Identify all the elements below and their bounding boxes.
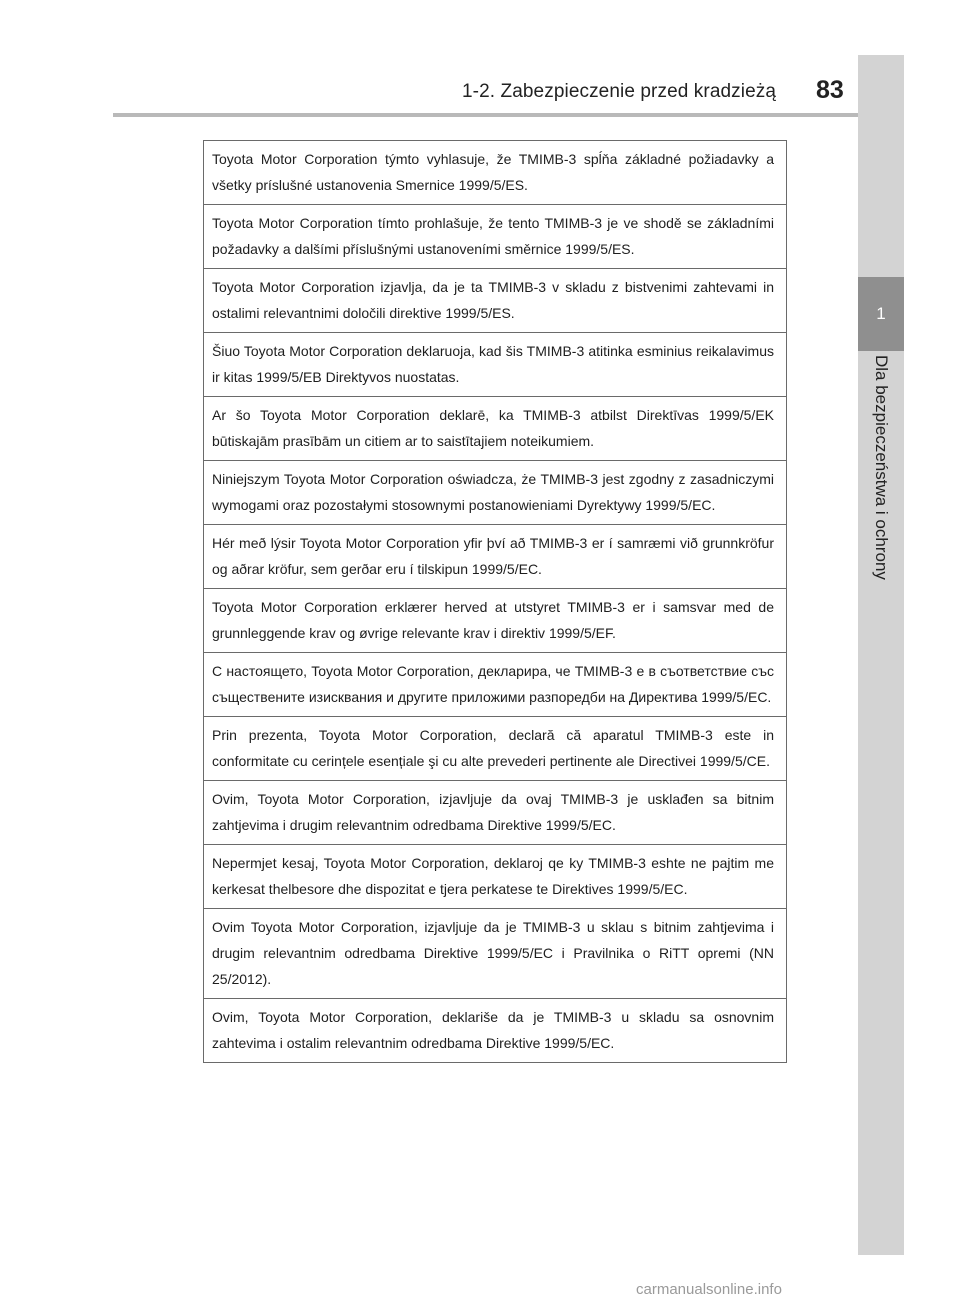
declaration-row-bulgarian: С настоящето, Toyota Motor Corporation, декларира, че TMIMB-3 е в съответствие със съществените изисквания и другите приложими разпоредби на Директива 1999/5/ЕС.	[204, 653, 786, 717]
page-number: 83	[816, 76, 844, 104]
declaration-row-serbian: Ovim, Toyota Motor Corporation, deklariše da je TMIMB-3 u skladu sa osnovnim zahtevima i ostalim relevantnim odredbama Direktive 1999/5/EC.	[212, 1009, 774, 1051]
chapter-title-text: Dla bezpieczeństwa i ochrony	[872, 355, 891, 580]
chapter-side-tab	[858, 55, 904, 1255]
declaration-row-bosnian: Ovim, Toyota Motor Corporation, izjavljuje da ovaj TMIMB-3 je usklađen sa bitnim zahtjevima i drugim relevantnim odredbama Direktive 1999/5/EC.	[204, 781, 786, 845]
declaration-row-norwegian: Toyota Motor Corporation erklærer herved at utstyret TMIMB-3 er i samsvar med de grunnleggende krav og øvrige relevante krav i direktiv 1999/5/EF.	[204, 589, 786, 653]
section-title: 1-2. Zabezpieczenie przed kradzieżą	[462, 81, 777, 102]
declaration-row-slovenian: Toyota Motor Corporation izjavlja, da je ta TMIMB-3 v skladu z bistvenimi zahtevami in ostalimi relevantnimi določili direktive 1999/5/ES.	[204, 269, 786, 333]
header-divider	[113, 113, 858, 117]
declaration-row-lithuanian: Šiuo Toyota Motor Corporation deklaruoja, kad šis TMIMB-3 atitinka esminius reikalavimus ir kitas 1999/5/EB Direktyvos nuostatas.	[204, 333, 786, 397]
declaration-row-latvian: Ar šo Toyota Motor Corporation deklarē, ka TMIMB-3 atbilst Direktīvas 1999/5/EK būtiskajām prasībām un citiem ar to saistītajiem noteikumiem.	[204, 397, 786, 461]
declaration-row-croatian: Ovim Toyota Motor Corporation, izjavljuje da je TMIMB-3 u sklau s bitnim zahtjevima i drugim relevantnim odredbama Direktive 1999/5/EC i Pravilnika o RiTT opremi (NN 25/2012).	[204, 909, 786, 999]
declaration-row-albanian: Nepermjet kesaj, Toyota Motor Corporation, deklaroj qe ky TMIMB-3 eshte ne pajtim me kerkesat thelbesore dhe dispozitat e tjera perkatese te Direktives 1999/5/EC.	[204, 845, 786, 909]
declaration-row-icelandic: Hér með lýsir Toyota Motor Corporation yfir því að TMIMB-3 er í samræmi við grunnkröfur og aðrar kröfur, sem gerðar eru í tilskipun 1999/5/EC.	[204, 525, 786, 589]
declaration-table	[203, 140, 787, 1063]
declaration-row-romanian: Prin prezenta, Toyota Motor Corporation, declară că aparatul TMIMB-3 este in conformitate cu cerințele esențiale şi cu alte prevederi pertinente ale Directivei 1999/5/CE.	[204, 717, 786, 781]
chapter-number-badge: 1	[858, 277, 904, 351]
declaration-row-polish: Niniejszym Toyota Motor Corporation oświadcza, że TMIMB-3 jest zgodny z zasadniczymi wymogami oraz pozostałymi stosownymi postanowieniami Dyrektywy 1999/5/EC.	[204, 461, 786, 525]
declaration-row-slovak: Toyota Motor Corporation týmto vyhlasuje, že TMIMB-3 spĺňa základné požiadavky a všetky príslušné ustanovenia Smernice 1999/5/ES.	[204, 141, 786, 205]
declaration-row-czech: Toyota Motor Corporation tímto prohlašuje, že tento TMIMB-3 je ve shodě se základními požadavky a dalšími příslušnými ustanoveními směrnice 1999/5/ES.	[204, 205, 786, 269]
site-watermark: carmanualsonline.info	[636, 1281, 782, 1298]
